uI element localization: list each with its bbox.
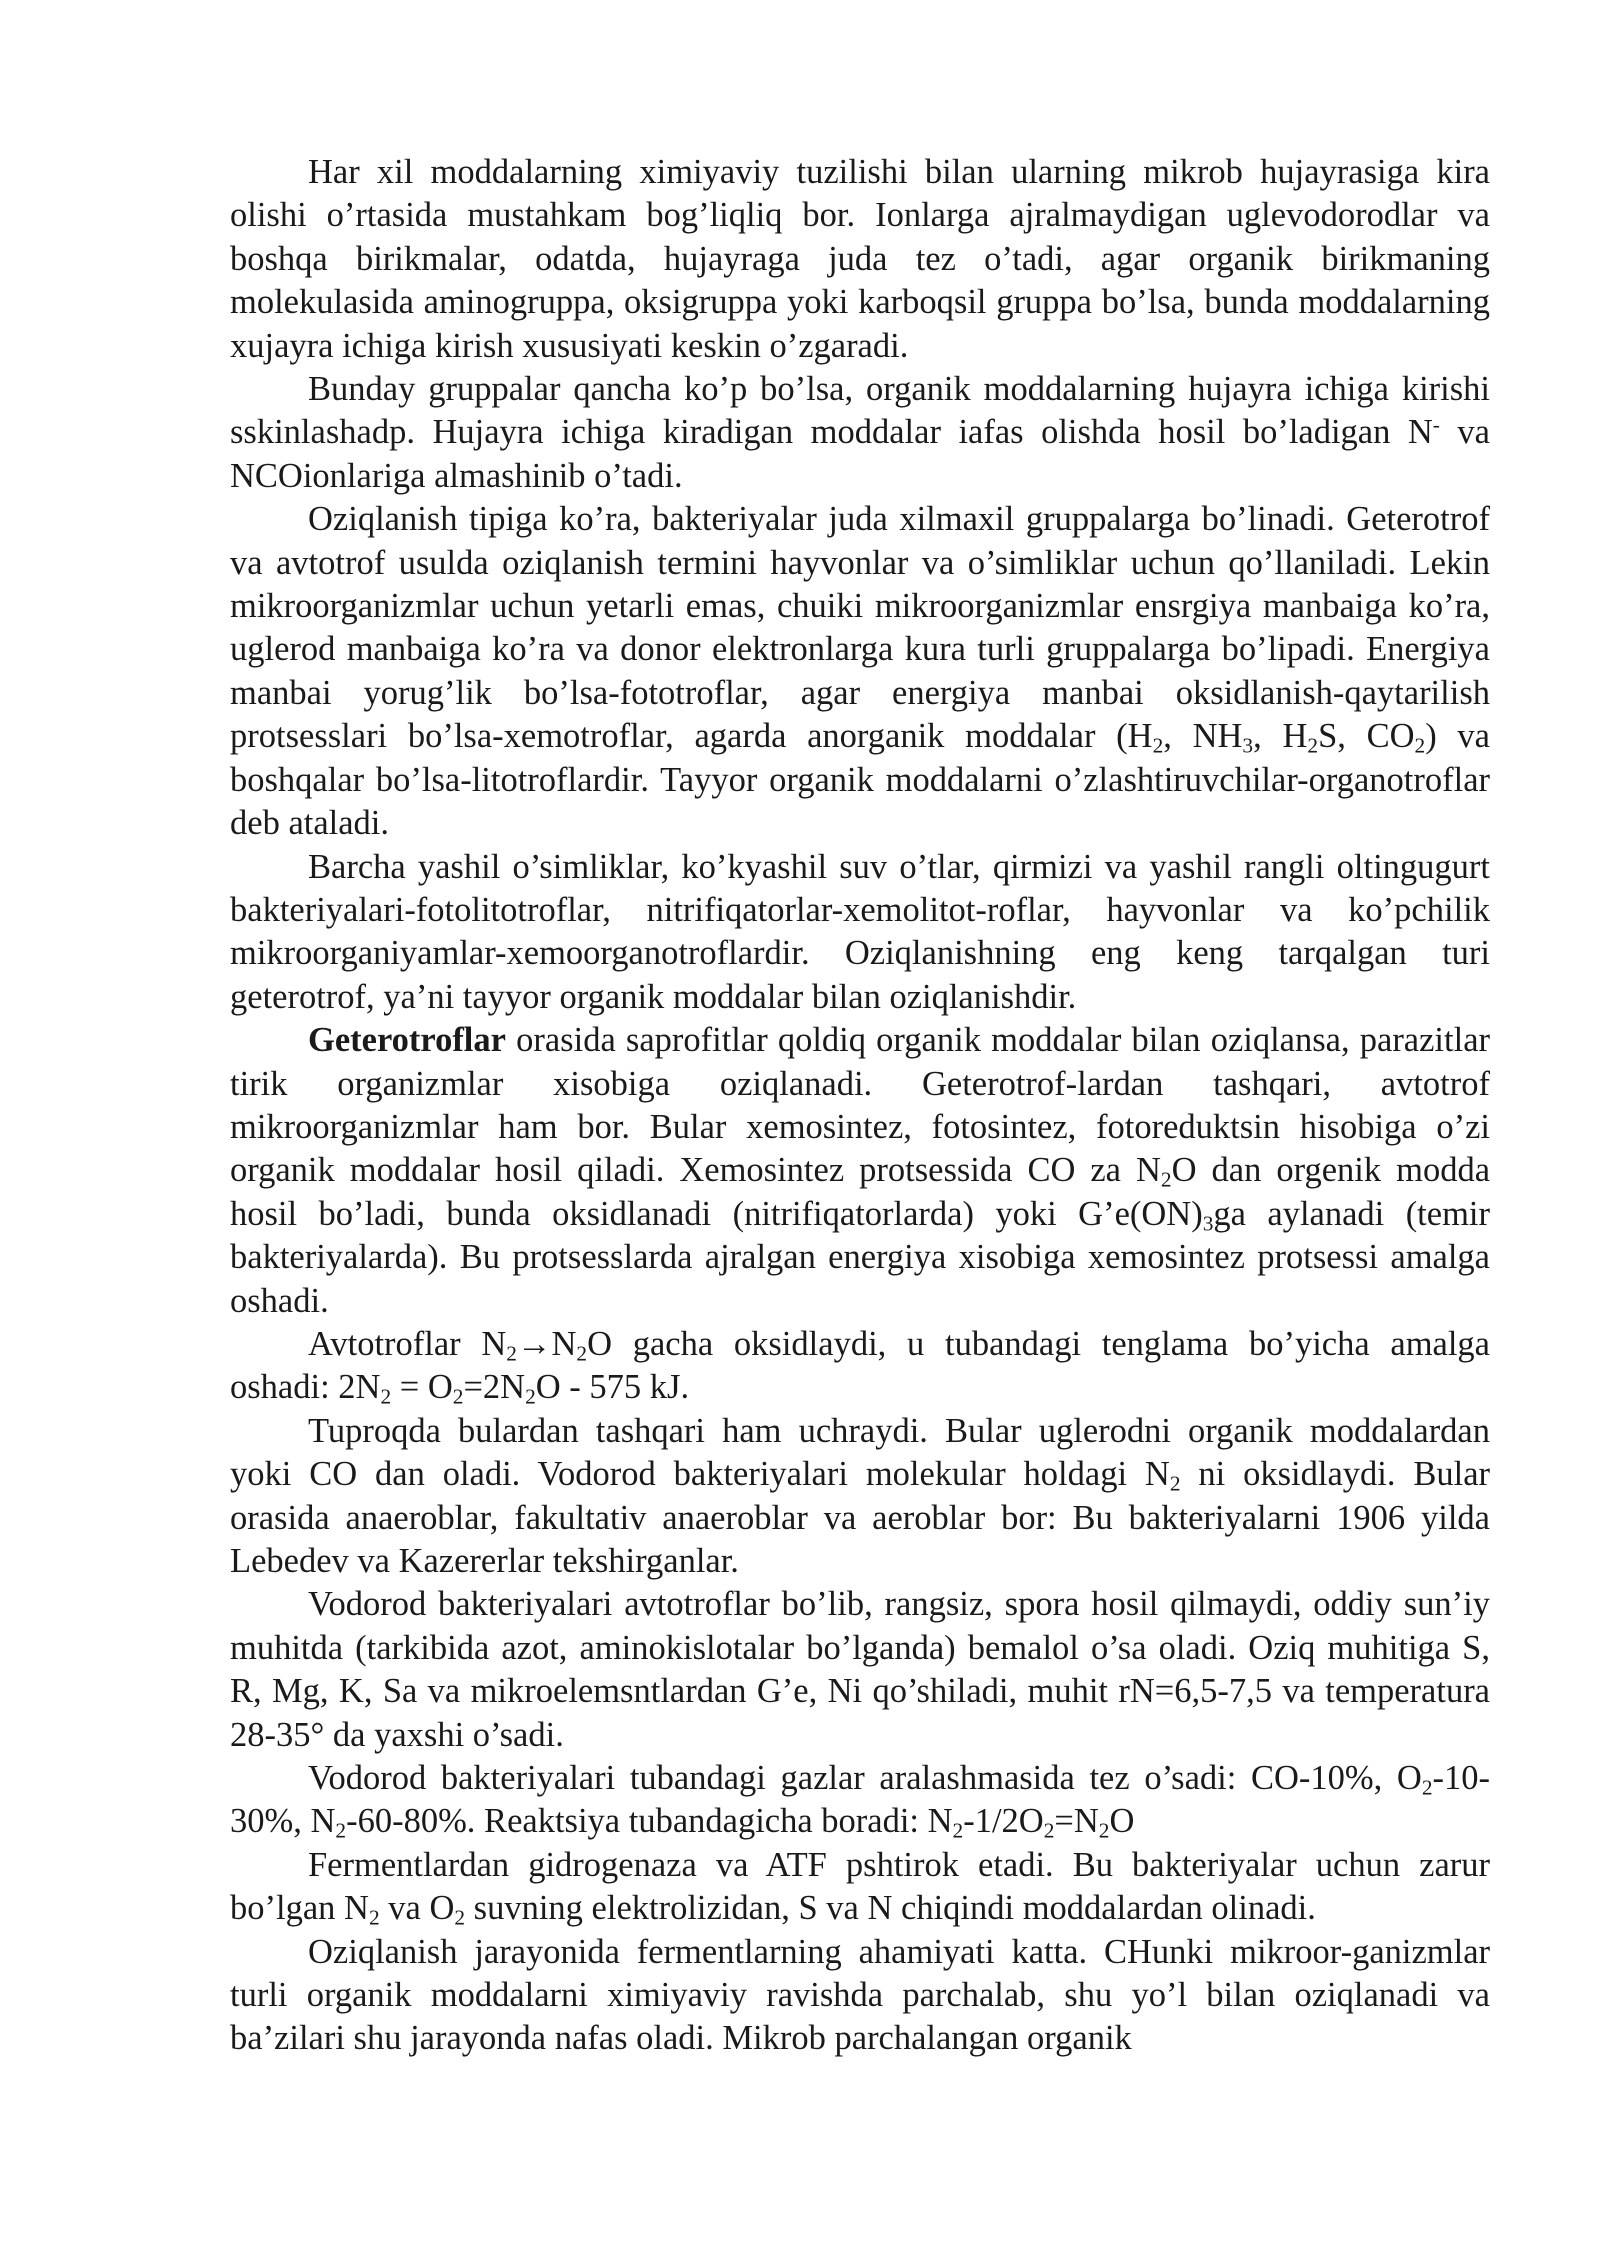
subscript: 2 (1160, 1167, 1172, 1192)
subscript: 2 (1169, 1471, 1181, 1496)
subscript: 2 (1421, 1775, 1433, 1800)
subscript: 2 (368, 1905, 380, 1930)
text-run: = O (391, 1368, 453, 1407)
subscript: 2 (454, 1905, 466, 1930)
text-run: →N (516, 1324, 577, 1363)
paragraph (230, 1844, 1490, 1931)
paragraph (230, 1323, 1490, 1410)
subscript: 2 (1307, 733, 1319, 758)
subscript: 2 (576, 1341, 588, 1366)
text-run: ) va boshqalar bo’lsa-litotroflardir. Tayyor organik moddalarni o’zlashtiruvchilar-organotroflar deb ataladi. (230, 717, 1490, 843)
text-run: Vodorod bakteriyalari avtotroflar bo’lib, rangsiz, spora hosil qilmaydi, oddiy sun’iy muhitda (tarkibida azot, aminokislotalar bo’lganda) bemalol o’sa oladi. Oziq muhitiga S, R, Mg, K, Sa va mikroelemsntlardan G’e, Ni qo’shiladi, muhit rN=6,5-7,5 va temperatura 28-35° da yaxshi o’sadi. (230, 1585, 1490, 1754)
paragraph (230, 1410, 1490, 1584)
text-run: va O (379, 1889, 455, 1928)
text-run: , NH (1163, 717, 1243, 756)
paragraph (230, 368, 1490, 498)
text-run: Har xil moddalarning ximiyaviy tuzilishi bilan ularning mikrob hujayrasiga kira olishi o’rtasida mustahkam bog’liqliq bor. Ionlarga ajralmaydigan uglevodorodlar va boshqa birikmalar, odatda, hujayraga juda tez o’tadi, agar organik birikmaning molekulasida aminogruppa, oksigruppa yoki karboqsil gruppa bo’lsa, bunda moddalarning xujayra ichiga kirish xususiyati keskin o’zgaradi. (230, 153, 1490, 365)
paragraph (230, 1757, 1490, 1844)
subscript: 2 (1414, 733, 1426, 758)
text-run: Barcha yashil o’simliklar, ko’kyashil suv o’tlar, qirmizi va yashil rangli oltingugurt bakteriyalari-fotolitotroflar, nitrifiqatorlar-xemolitot-roflar, hayvonlar va ko’pchilik mikroorganiyamlar-xemoorganotroflardir. Oziqlanishning eng keng tarqalgan turi geterotrof, ya’ni tayyor organik moddalar bilan oziqlanishdir. (230, 847, 1490, 1016)
text-run: Tuproqda bulardan tashqari ham uchraydi. Bular uglerodni organik moddalardan yoki CO dan oladi. Vodorod bakteriyalari molekular holdagi N (230, 1411, 1490, 1494)
paragraph (230, 1583, 1490, 1757)
text-run: , H (1253, 717, 1308, 756)
subscript: 2 (525, 1384, 536, 1409)
subscript: 2 (452, 1384, 464, 1409)
subscript: 2 (506, 1341, 517, 1366)
text-run: -1/2O (963, 1802, 1044, 1841)
superscript: - (1432, 412, 1440, 437)
text-run: =2N (463, 1368, 526, 1407)
paragraph (230, 151, 1490, 368)
bold-term: Geterotroflar (308, 1021, 506, 1060)
text-run: =N (1054, 1802, 1099, 1841)
paragraph (230, 846, 1490, 1020)
text-run: suvning elektrolizidan, S va N chiqindi moddalardan olinadi. (465, 1889, 1316, 1928)
text-run: -60-80%. Reaktsiya tubandagicha boradi: N (346, 1802, 953, 1841)
text-run: va NCOionlariga almashinib o’tadi. (230, 413, 1490, 495)
text-run: O gacha oksidlaydi, u tubandagi tenglama bo’yicha amalga oshadi: 2N (230, 1324, 1490, 1407)
text-run: Vodorod bakteriyalari tubandagi gazlar aralashmasida tez o’sadi: CO-10%, O (308, 1759, 1422, 1798)
subscript: 2 (952, 1818, 964, 1843)
text-run: Oziqlanish jarayonida fermentlarning ahamiyati katta. CHunki mikroor-ganizmlar turli organik moddalarni ximiyaviy ravishda parchalab, shu yo’l bilan oziqlanadi va ba’zilari shu jarayonda nafas oladi. Mikrob parchalangan organik (230, 1932, 1490, 2058)
subscript: 2 (1098, 1818, 1110, 1843)
subscript: 2 (1043, 1818, 1055, 1843)
text-run: S, CO (1318, 717, 1415, 756)
text-run: O - 575 kJ. (535, 1368, 690, 1407)
subscript: 2 (335, 1818, 347, 1843)
subscript: 3 (1202, 1211, 1214, 1236)
text-run: ni oksidlaydi. Bular orasida anaeroblar, fakultativ anaeroblar va aeroblar bor: Bu bakteriyalarni 1906 yilda Lebedev va Kazererlar tekshirganlar. (230, 1455, 1491, 1580)
text-run: -10-30%, N (230, 1759, 1490, 1841)
subscript: 2 (1152, 733, 1164, 758)
document-page (230, 151, 1490, 2061)
text-run: O dan orgenik modda hosil bo’ladi, bunda oksidlanadi (nitrifiqatorlarda) yoki G’e(ON) (230, 1151, 1491, 1233)
text-run: ga aylanadi (temir bakteriyalarda). Bu protsesslarda ajralgan energiya xisobiga xemosintez protsessi amalga oshadi. (230, 1194, 1490, 1320)
paragraph (230, 1019, 1490, 1323)
text-run: Fermentlardan gidrogenaza va ATF pshtirok etadi. Bu bakteriyalar uchun zarur bo’lgan N (230, 1845, 1490, 1928)
paragraph (230, 1931, 1490, 2061)
text-run: O (1109, 1802, 1135, 1841)
text-run: Oziqlanish tipiga ko’ra, bakteriyalar juda xilmaxil gruppalarga bo’linadi. Geterotrof va avtotrof usulda oziqlanish termini hayvonlar va o’simliklar uchun qo’llaniladi. Lekin mikroorganizmlar uchun yetarli emas, chuiki mikroorganizmlar ensrgiya manbaiga ko’ra, uglerod manbaiga ko’ra va donor elektronlarga kura turli gruppalarga bo’lipadi. Energiya manbai yorug’lik bo’lsa-fototroflar, agar energiya manbai oksidlanish-qaytarilish protsesslari bo’lsa-xemotroflar, agarda anorganik moddalar (H (230, 500, 1490, 756)
paragraph (230, 498, 1490, 845)
text-run: Avtotroflar N (308, 1324, 507, 1363)
subscript: 2 (380, 1384, 392, 1409)
text-run: Bunday gruppalar qancha ko’p bo’lsa, organik moddalarning hujayra ichiga kirishi sskinlashadp. Hujayra ichiga kiradigan moddalar iafas olishda hosil bo’ladigan N (230, 370, 1490, 452)
subscript: 3 (1242, 733, 1254, 758)
text-run: orasida saprofitlar qoldiq organik moddalar bilan oziqlansa, parazitlar tirik organizmlar xisobiga oziqlanadi. Geterotrof-lardan tashqari, avtotrof mikroorganizmlar ham bor. Bular xemosintez, fotosintez, fotoreduktsin hisobiga o’zi organik moddalar hosil qiladi. Xemosintez protsessida CO za N (230, 1021, 1490, 1190)
